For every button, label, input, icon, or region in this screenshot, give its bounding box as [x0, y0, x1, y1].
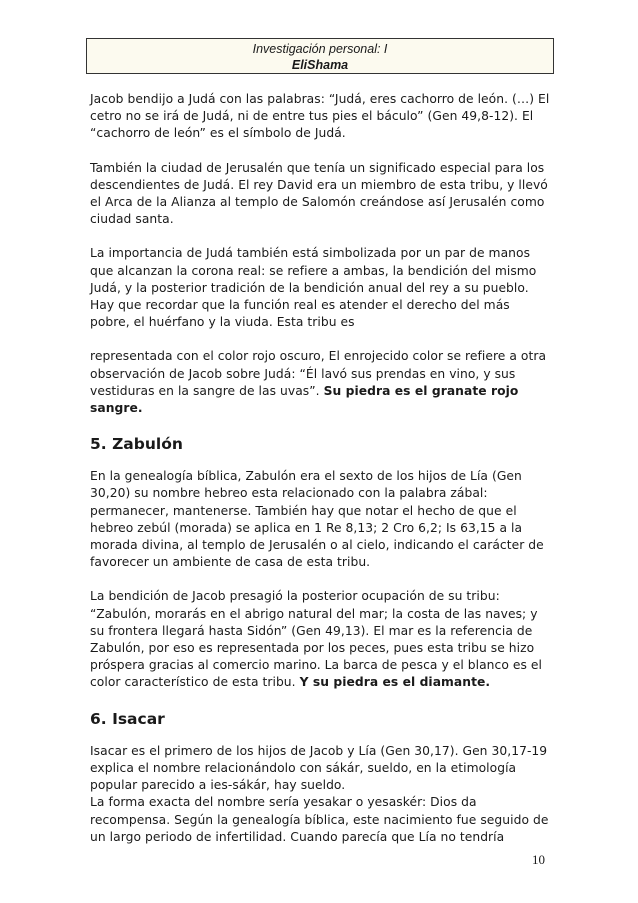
bold-gemstone-note: Y su piedra es el diamante. — [299, 675, 491, 690]
paragraph-text: representada con el color rojo oscuro, El enrojecido color se refiere a otra observación de Jacob sobre Judá: “Él lavó sus prendas en vino, y sus vestiduras en la sangre de las uvas”. — [90, 349, 547, 398]
paragraph-text: La bendición de Jacob presagió la posterior ocupación de su tribu: “Zabulón, morarás en el abrigo natural del mar; la costa de las naves; y su frontera llegará hasta Sidón” (Gen 49,13). El mar es la referencia de Zabulón, por eso es representada por los peces, pues esta tribu se hizo próspera gracias al comercio marino. La barca de pesca y el blanco es el color característico de esta tribu. — [90, 589, 542, 690]
paragraph — [90, 588, 550, 691]
paragraph: En la genealogía bíblica, Zabulón era el sexto de los hijos de Lía (Gen 30,20) su nombre hebreo esta relacionado con la palabra zábal: permanecer, mantenerse. También hay que notar el hecho de que el hebreo zebúl (morada) se aplica en 1 Re 8,13; 2 Cro 6,2; Is 63,15 a la morada divina, al templo de Jerusalén o al cielo, indicando el carácter de favorecer un ambiente de casa de esta tribu. — [90, 469, 544, 570]
bold-gemstone-note: Su piedra es el granate rojo sangre. — [90, 383, 519, 416]
section-heading-isacar: 6. Isacar — [90, 709, 165, 728]
header-author: EliShama — [291, 58, 349, 72]
page-header — [86, 38, 554, 74]
paragraph: También la ciudad de Jerusalén que tenía un significado especial para los descendientes de Judá. El rey David era un miembro de esta tribu, y llevó el Arca de la Alianza al templo de Salomón creándose así Jerusalén como ciudad santa. — [90, 160, 548, 227]
paragraph: Jacob bendijo a Judá con las palabras: “Judá, eres cachorro de león. (…) El cetro no se irá de Judá, ni de entre tus pies el báculo” (Gen 49,8-12). El “cachorro de león” es el símbolo de Judá. — [90, 92, 550, 141]
paragraph: La forma exacta del nombre sería yesakar o yesaskér: Dios da recompensa. Según la genealogía bíblica, este nacimiento fue seguido de un largo periodo de infertilidad. Cuando parecía que Lía no tendría — [90, 795, 549, 844]
page-number: 10 — [532, 852, 545, 867]
paragraph — [90, 348, 550, 417]
header-title: Investigación personal: I — [252, 42, 388, 56]
document-body — [90, 91, 550, 863]
section-heading-zabulon: 5. Zabulón — [90, 435, 183, 454]
paragraph: Isacar es el primero de los hijos de Jacob y Lía (Gen 30,17). Gen 30,17-19 explica el nombre relacionándolo con sákár, sueldo, en la etimología popular parecido a ies-sákár, hay sueldo. — [90, 743, 548, 793]
paragraph: La importancia de Judá también está simbolizada por un par de manos que alcanzan la corona real: se refiere a ambas, la bendición del mismo Judá, y la posterior tradición de la bendición anual del rey a su pueblo. Hay que recordar que la función real es atender el derecho del más pobre, el huérfano y la viuda. Esta tribu es — [90, 246, 537, 330]
